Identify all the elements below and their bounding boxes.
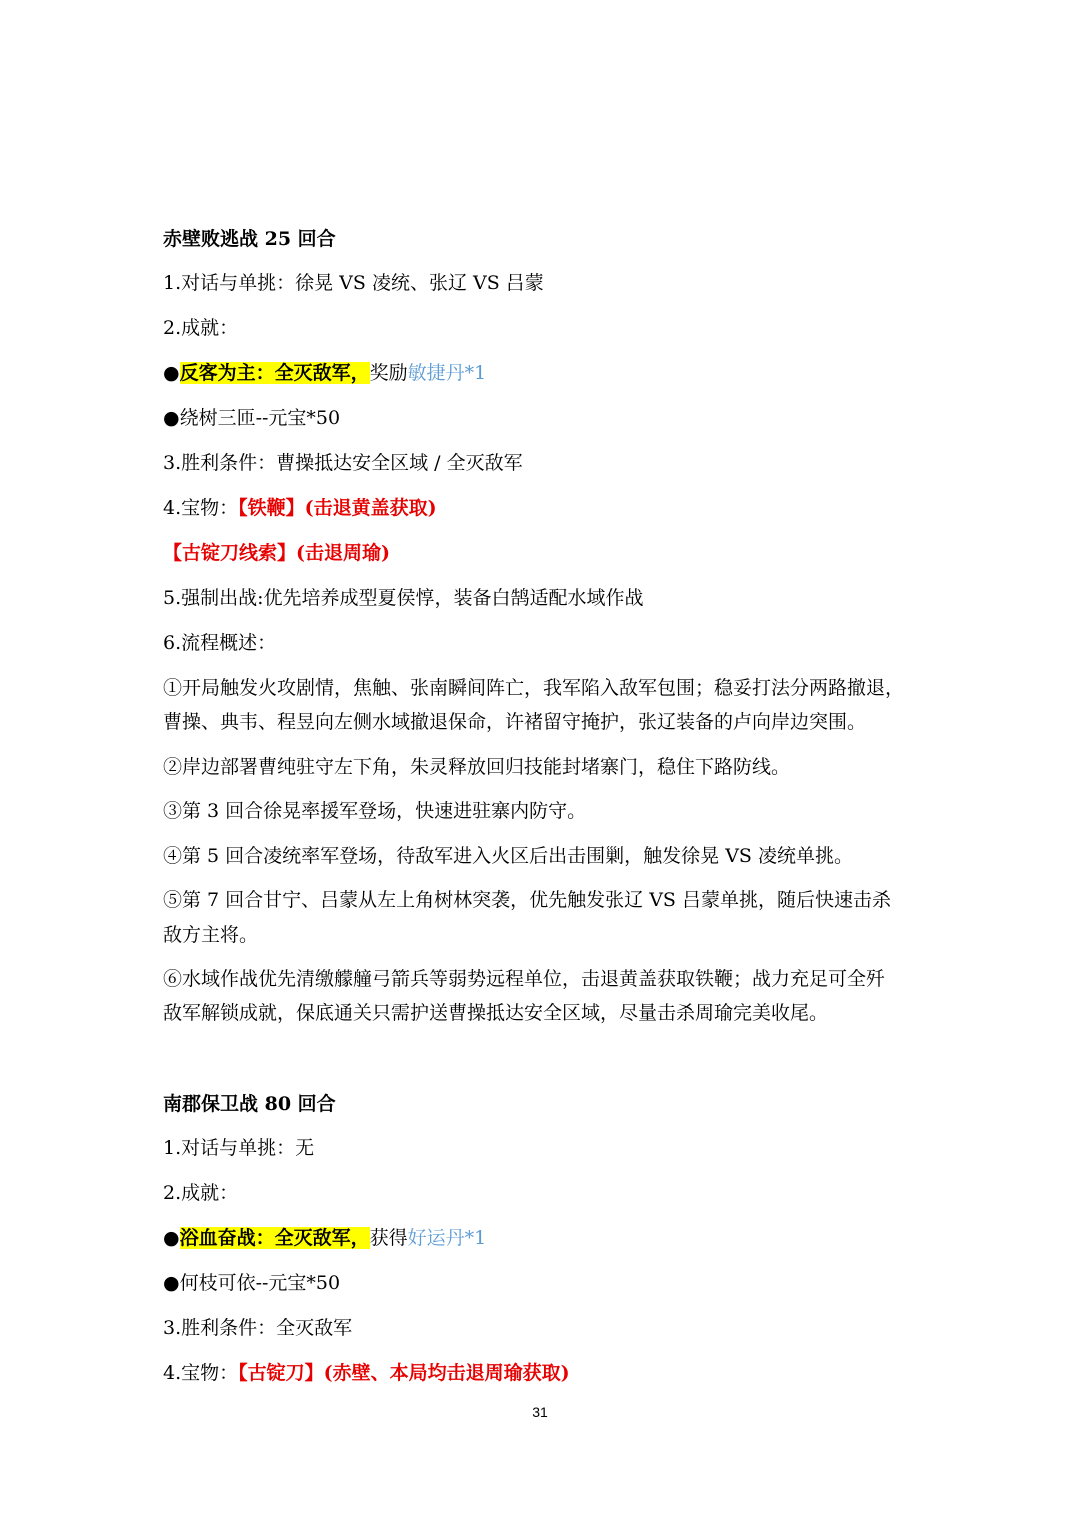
achievement-line xyxy=(163,362,933,384)
treasure-line xyxy=(163,497,933,519)
achievement-highlight: 反客为主：全灭敌军， xyxy=(179,362,370,384)
duel-line: 1.对话与单挑：无 xyxy=(163,1137,315,1159)
treasure-line xyxy=(163,1362,933,1384)
treasure-label: 4.宝物： xyxy=(163,497,239,519)
achievement-heading: 2.成就： xyxy=(163,317,239,339)
victory-condition: 3.胜利条件：全灭敌军 xyxy=(163,1317,353,1339)
process-step: ①开局触发火攻剧情，焦触、张南瞬间阵亡，我军陷入敌军包围；稳妥打法分两路撤退， xyxy=(163,677,905,699)
duel-line: 1.对话与单挑：徐晃 VS 凌统、张辽 VS 吕蒙 xyxy=(163,272,544,294)
reward-link: 好运丹*1 xyxy=(407,1227,487,1249)
treasure-clue: 【古锭刀线索】(击退周瑜) xyxy=(163,542,390,564)
process-step: ⑥水域作战优先清缴艨艟弓箭兵等弱势远程单位，击退黄盖获取铁鞭；战力充足可全歼 xyxy=(163,968,886,990)
bullet: ● xyxy=(163,362,180,384)
forced-deploy: 5.强制出战:优先培养成型夏侯惇，装备白鹄适配水域作战 xyxy=(163,587,644,609)
treasure-name: 【铁鞭】(击退黄盖获取) xyxy=(238,497,437,519)
process-step: 敌方主将。 xyxy=(163,924,259,946)
process-step: ②岸边部署曹纯驻守左下角，朱灵释放回归技能封堵寨门，稳住下路防线。 xyxy=(163,756,791,778)
reward-link: 敏捷丹*1 xyxy=(407,362,487,384)
achievement-line xyxy=(163,1227,933,1249)
achievement-line-2: ●何枝可依--元宝*50 xyxy=(163,1272,341,1294)
section-title: 赤壁败逃战 25 回合 xyxy=(163,228,336,250)
process-step: ④第 5 回合凌统率军登场，待敌军进入火区后出击围剿，触发徐晃 VS 凌统单挑。 xyxy=(163,845,853,867)
treasure-label: 4.宝物： xyxy=(163,1362,239,1384)
achievement-text: 奖励 xyxy=(369,362,408,384)
process-step: ⑤第 7 回合甘宁、吕蒙从左上角树林突袭，优先触发张辽 VS 吕蒙单挑，随后快速击杀 xyxy=(163,889,891,911)
achievement-highlight: 浴血奋战：全灭敌军， xyxy=(179,1227,370,1249)
achievement-heading: 2.成就： xyxy=(163,1182,239,1204)
achievement-text: 获得 xyxy=(369,1227,408,1249)
section-title: 南郡保卫战 80 回合 xyxy=(163,1093,336,1115)
page-number: 31 xyxy=(532,1404,548,1420)
process-step: ③第 3 回合徐晃率援军登场，快速进驻寨内防守。 xyxy=(163,800,587,822)
process-heading: 6.流程概述： xyxy=(163,632,277,654)
bullet: ● xyxy=(163,1227,180,1249)
victory-condition: 3.胜利条件：曹操抵达安全区域 / 全灭敌军 xyxy=(163,452,523,474)
achievement-line-2: ●绕树三匝--元宝*50 xyxy=(163,407,341,429)
process-step: 曹操、典韦、程昱向左侧水域撤退保命，许褚留守掩护，张辽装备的卢向岸边突围。 xyxy=(163,711,867,733)
process-step: 敌军解锁成就，保底通关只需护送曹操抵达安全区域，尽量击杀周瑜完美收尾。 xyxy=(163,1002,829,1024)
treasure-name: 【古锭刀】(赤壁、本局均击退周瑜获取) xyxy=(238,1362,570,1384)
